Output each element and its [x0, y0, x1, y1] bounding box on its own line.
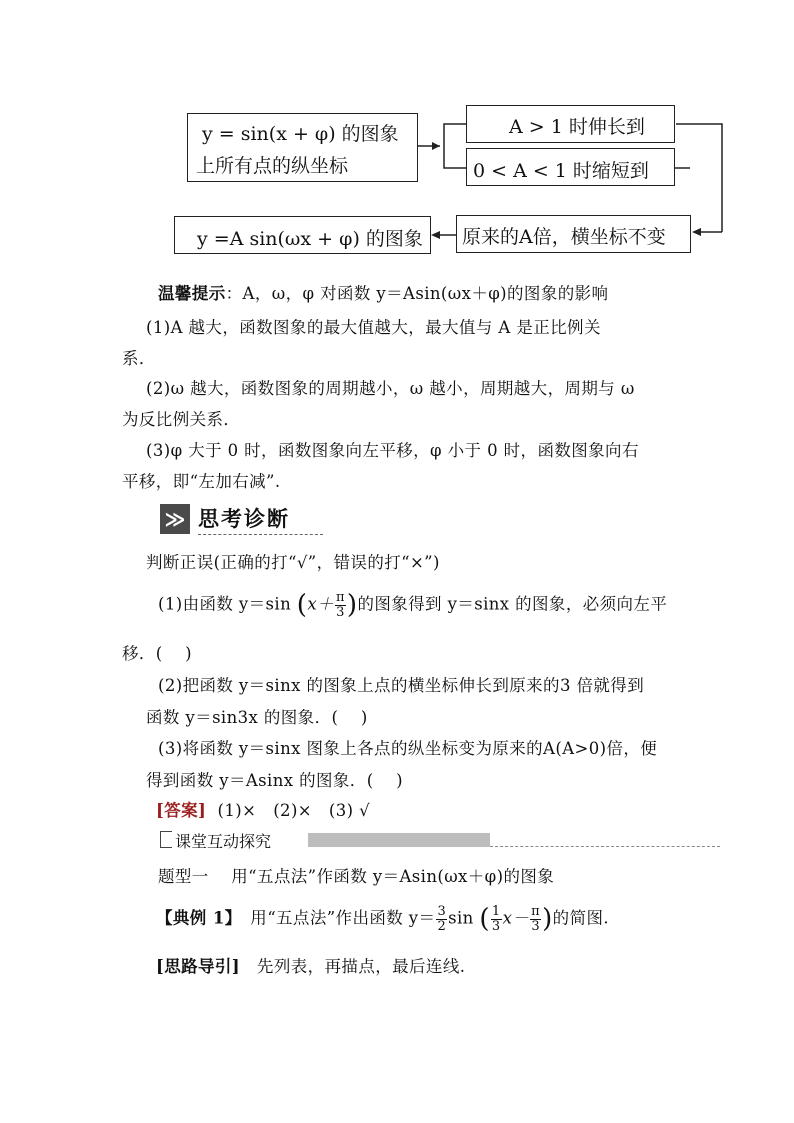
flow-box-start-line1: y = sin(x + φ) 的图象 — [202, 123, 399, 145]
flow-box-stretch — [466, 105, 675, 143]
arrowhead-box5 — [431, 231, 440, 239]
flow-box-stretch-text: A > 1 时伸长到 — [509, 116, 645, 138]
fraction-denominator: 3 — [336, 604, 345, 620]
tip-intro-line — [158, 280, 608, 304]
double-chevron-icon: ≫ — [160, 504, 190, 534]
ketang-bar — [308, 833, 490, 847]
judge-q3-line2: 得到函数 y＝Asinx 的图象．( ) — [146, 771, 403, 790]
flow-box-shrink-text: 0 < A < 1 时缩短到 — [473, 160, 649, 182]
fraction-numerator: 3 — [437, 903, 447, 919]
ketang-dashed-line — [490, 846, 720, 847]
ketang-header — [160, 829, 720, 853]
fraction-denominator: 2 — [437, 918, 447, 934]
paren-open: ( — [479, 904, 490, 934]
tip-intro: ：A，ω，φ 对函数 y＝Asin(ωx＋φ)的图象的影响 — [225, 284, 609, 303]
fraction-coef — [436, 905, 447, 934]
judge-q1-pre: (1)由函数 y＝sin — [158, 594, 292, 614]
fraction-pi-3 — [530, 905, 541, 934]
flow-box-scale — [456, 215, 691, 253]
example1-post: 的简图. — [552, 908, 610, 928]
flow-box-start-line2: 上所有点的纵坐标 — [196, 155, 349, 177]
paren-open: ( — [296, 590, 308, 620]
paren-close: ) — [542, 904, 553, 934]
example1-sin: sin — [448, 908, 474, 928]
example1-x: x－ — [502, 908, 530, 928]
guide-line — [156, 953, 465, 977]
tip-p3b: 平移，即“左加右减”. — [122, 472, 281, 491]
guide-label: [思路导引] — [156, 957, 241, 976]
arrowhead-box4 — [692, 228, 701, 236]
tip-p2a: (2)ω 越大，函数图象的周期越小，ω 越小，周期越大，周期与 ω — [146, 379, 635, 398]
fraction-numerator: 1 — [491, 903, 501, 919]
flow-box-start — [187, 113, 418, 182]
judge-q1-x: x＋ — [307, 594, 334, 614]
flow-box-scale-text: 原来的A倍，横坐标不变 — [462, 226, 666, 248]
left-bracket — [444, 124, 466, 168]
answer-text: (1)× (2)× (3) √ — [217, 801, 371, 820]
tip-p1a: (1)A 越大，函数图象的最大值越大，最大值与 A 是正比例关 — [146, 318, 601, 337]
tip-p2b: 为反比例关系． — [122, 410, 241, 429]
fraction-denominator: 3 — [491, 918, 501, 934]
tip-p1b: 系． — [122, 349, 156, 368]
paren-close: ) — [346, 590, 358, 620]
example1-line — [156, 904, 609, 934]
judge-q3-line1: (3)将函数 y＝sinx 图象上各点的纵坐标变为原来的A(A>0)倍，便 — [158, 739, 658, 758]
judge-q1-post: 的图象得到 y＝sinx 的图象，必须向左平 — [357, 594, 668, 614]
flow-box-result-text: y =A sin(ωx + φ) 的图象 — [197, 228, 423, 250]
judge-q2-line1: (2)把函数 y＝sinx 的图象上点的横坐标伸长到原来的3 倍就得到 — [158, 676, 645, 695]
tip-label: 温馨提示 — [158, 284, 226, 303]
answer-line — [156, 797, 370, 821]
guide-text: 先列表，再描点，最后连线. — [240, 957, 466, 976]
judge-q1-line1 — [158, 590, 667, 620]
flow-box-result — [174, 216, 431, 254]
fraction-numerator: π — [531, 903, 541, 919]
judge-instruction: 判断正误(正确的打“√”，错误的打“×”) — [146, 553, 440, 572]
type1-title: 题型一 用“五点法”作函数 y＝Asin(ωx＋φ)的图象 — [158, 867, 555, 886]
fraction-denominator: 3 — [531, 918, 540, 934]
tip-p3a: (3)φ 大于 0 时，函数图象向左平移，φ 小于 0 时，函数图象向右 — [146, 441, 639, 460]
arrowhead-box1 — [432, 142, 440, 150]
ketang-title: 课堂互动探究 — [172, 829, 274, 852]
flow-box-shrink — [466, 148, 675, 186]
fraction-numerator: π — [335, 589, 345, 605]
fraction-one-third — [491, 905, 502, 934]
example1-label: 【典例 1】 — [156, 908, 234, 928]
example1-pre: 用“五点法”作出函数 y＝ — [233, 908, 436, 928]
answer-label: [答案] — [156, 801, 207, 820]
fraction-pi-3 — [335, 591, 346, 620]
judge-q2-line2: 函数 y＝sin3x 的图象．( ) — [146, 708, 368, 727]
section-title: 思考诊断 — [198, 507, 290, 531]
section-underline — [198, 534, 323, 535]
judge-q1-line2: 移．( ) — [122, 644, 193, 663]
section-header — [160, 503, 325, 533]
